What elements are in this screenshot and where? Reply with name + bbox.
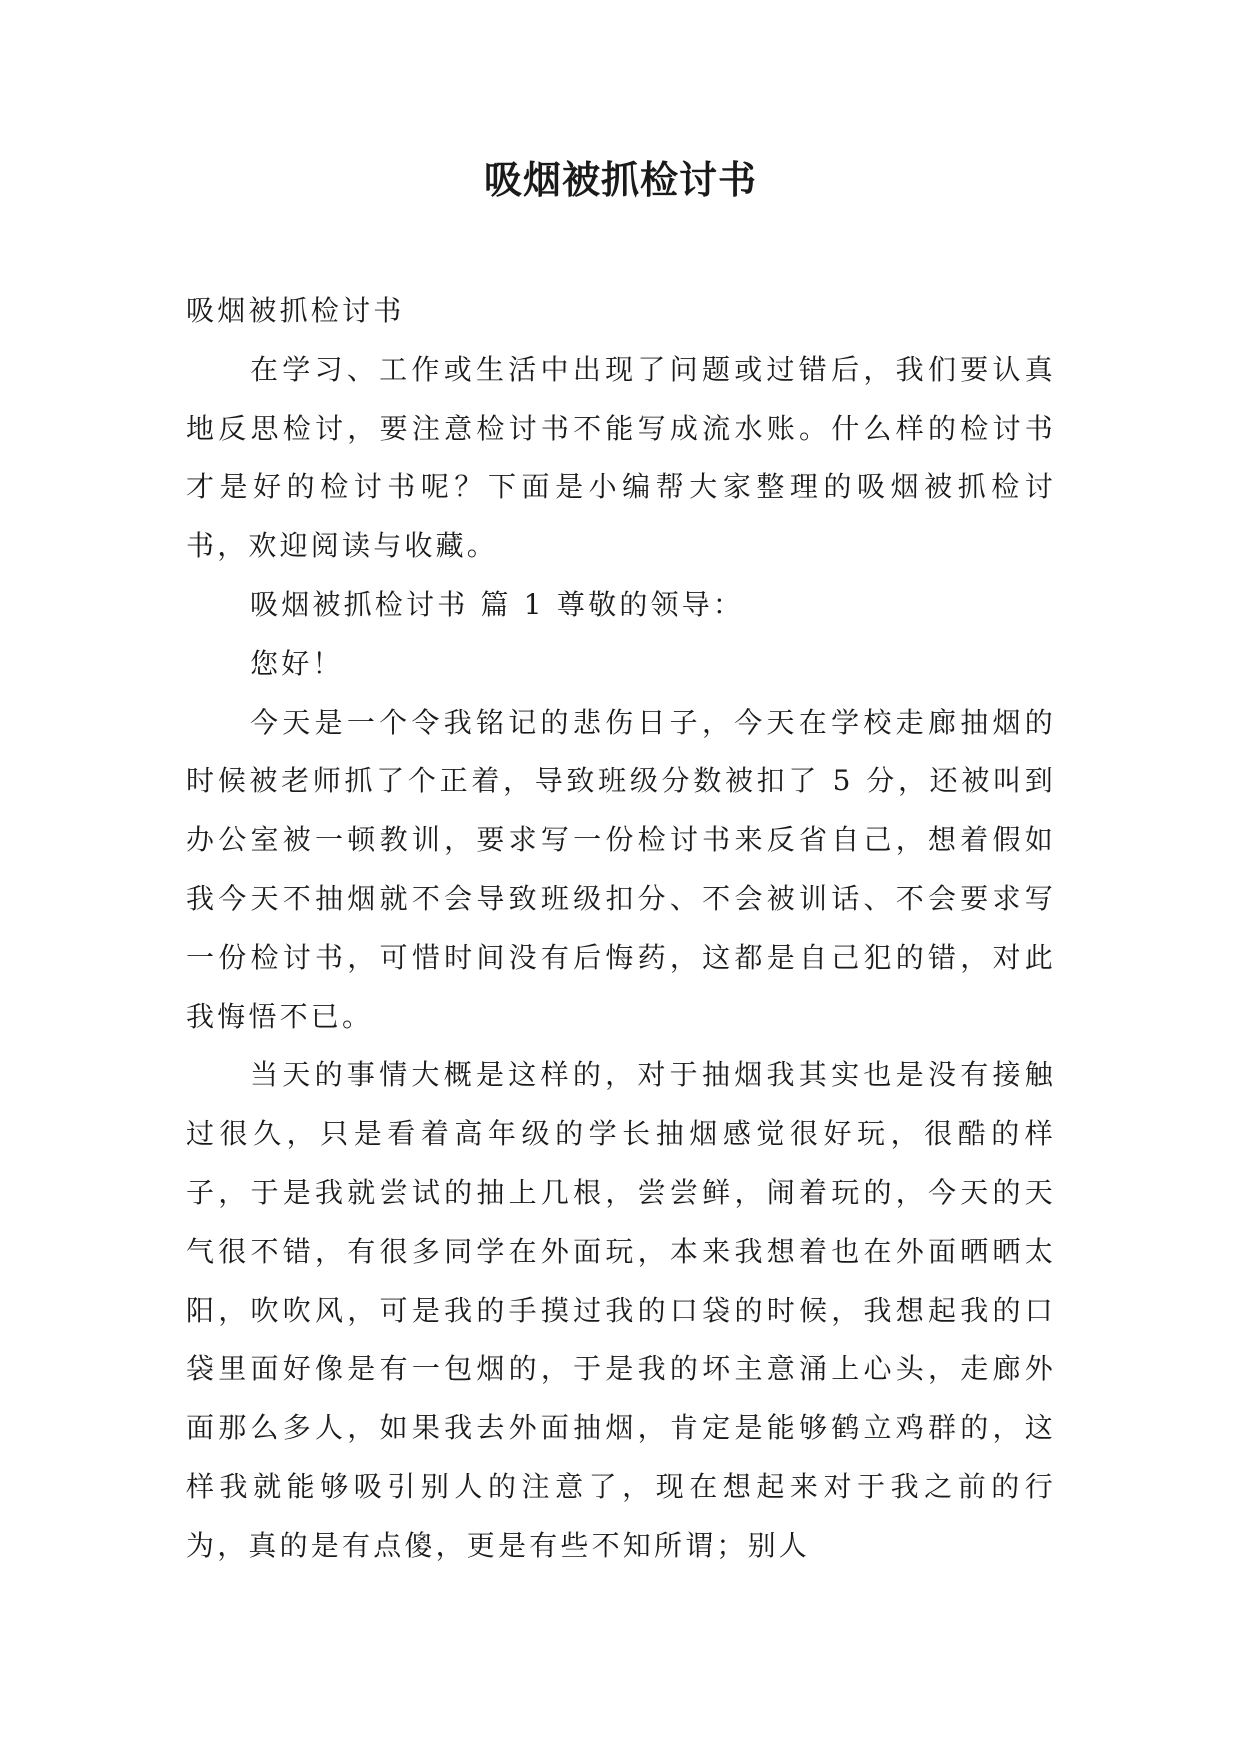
subtitle-paragraph: 吸烟被抓检讨书 [186, 294, 405, 327]
body-paragraph: 今天是一个令我铭记的悲伤日子，今天在学校走廊抽烟的时候被老师抓了个正着，导致班级分数被扣了 5 分，还被叫到办公室被一顿教训，要求写一份检讨书来反省自己，想着假如我今天不抽烟就不会导致班级扣分、不会被训话、不会要求写一份检讨书，可惜时间没有后悔药，这都是自己犯的错，对此我悔悟不已。 [186, 705, 1056, 1033]
body-paragraph: 当天的事情大概是这样的，对于抽烟我其实也是没有接触过很久，只是看着高年级的学长抽烟感觉很好玩，很酷的样子，于是我就尝试的抽上几根，尝尝鲜，闹着玩的，今天的天气很不错，有很多同学在外面玩，本来我想着也在外面晒晒太阳，吹吹风，可是我的手摸过我的口袋的时候，我想起我的口袋里面好像是有一包烟的，于是我的坏主意涌上心头，走廊外面那么多人，如果我去外面抽烟，肯定是能够鹤立鸡群的，这样我就能够吸引别人的注意了，现在想起来对于我之前的行为，真的是有点傻，更是有些不知所谓；别人 [186, 1058, 1056, 1562]
intro-paragraph: 在学习、工作或生活中出现了问题或过错后，我们要认真地反思检讨，要注意检讨书不能写成流水账。什么样的检讨书才是好的检讨书呢？下面是小编帮大家整理的吸烟被抓检讨书，欢迎阅读与收藏。 [186, 352, 1056, 563]
document-body [186, 282, 1056, 1576]
section-heading-paragraph: 吸烟被抓检讨书 篇 1 尊敬的领导： [250, 587, 745, 621]
greeting-paragraph: 您好！ [250, 646, 344, 680]
document-title: 吸烟被抓检讨书 [483, 158, 757, 202]
